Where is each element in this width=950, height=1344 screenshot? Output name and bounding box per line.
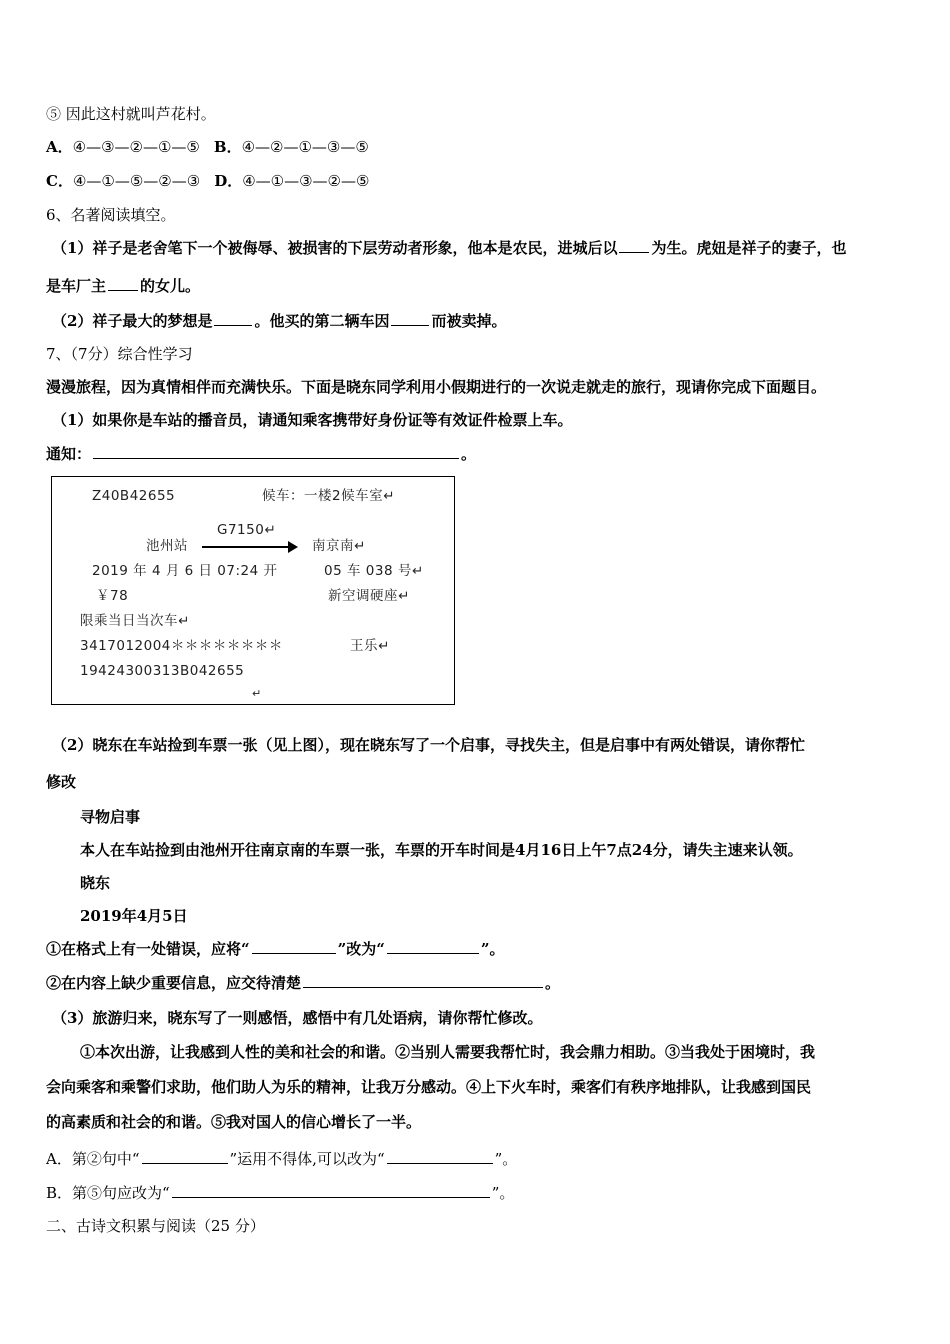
- fix2-text-b: 。: [545, 974, 561, 992]
- q7-sub1: （1）如果你是车站的播音员，请通知乘客携带好身份证等有效证件检票上车。: [52, 411, 573, 429]
- option-c-label: C．: [46, 172, 73, 190]
- blank-fix1-from[interactable]: [252, 939, 336, 954]
- ticket-from: 池州站: [146, 538, 188, 554]
- ticket-to-text: 南京南: [312, 538, 354, 554]
- ansB-text-a: B．第⑤句应改为“: [46, 1184, 170, 1202]
- q7-title: 7、（7分）综合性学习: [46, 345, 193, 363]
- fix1-text-b: ”改为“: [337, 940, 385, 958]
- essay-line2: 会向乘客和乘警们求助，他们助人为乐的精神，让我万分感动。④上下火车时，乘客们有秩序地排队，让我感到国民: [46, 1078, 812, 1096]
- blank-q6-3[interactable]: [214, 311, 252, 326]
- ticket-waiting-room: [262, 488, 395, 504]
- fix2-text-a: ②在内容上缺少重要信息，应交待清楚: [46, 974, 302, 992]
- option-a[interactable]: ④—③—②—①—⑤: [72, 138, 200, 156]
- ticket-mark: ↵: [354, 538, 366, 554]
- option-b-label: B．: [213, 138, 242, 156]
- blank-fix1-to[interactable]: [387, 939, 479, 954]
- lost-notice-sign: 晓东: [80, 874, 111, 892]
- q6-p2-text-c: 而被卖掉。: [431, 312, 507, 330]
- q6-p2-text-a: （2）祥子最大的梦想是: [52, 312, 213, 330]
- q6-p1-text-c: 是车厂主: [46, 277, 107, 295]
- ticket-waiting-room-text: 候车：一楼2候车室: [262, 488, 384, 504]
- ticket-serial: Z40B42655: [92, 488, 176, 504]
- q6-p2-text-b: 。他买的第二辆车因: [254, 312, 390, 330]
- blank-q6-2[interactable]: [108, 276, 138, 291]
- ticket-id-no: 3417012004＊＊＊＊＊＊＊＊: [80, 638, 283, 654]
- train-ticket: [51, 476, 455, 705]
- route-arrow-line: [202, 546, 290, 548]
- route-arrow-icon: [288, 541, 298, 553]
- answer-b-line: [46, 1183, 514, 1203]
- notice-label: 通知：: [46, 445, 92, 463]
- q5-options-ab: [46, 137, 369, 157]
- ansB-text-b: ”。: [491, 1184, 515, 1202]
- ticket-seat-type-text: 新空调硬座: [328, 588, 398, 604]
- ticket-mark: ↵: [398, 588, 410, 604]
- ticket-mark: ↵: [178, 613, 190, 629]
- ticket-train-no: [217, 522, 276, 538]
- answer-a-line: [46, 1149, 517, 1169]
- ticket-name-text: 王乐: [350, 638, 378, 654]
- q7-intro: 漫漫旅程，因为真情相伴而充满快乐。下面是晓东同学利用小假期进行的一次说走就走的旅行，现请你完成下面题目。: [46, 378, 827, 396]
- lost-notice-title: 寻物启事: [80, 808, 141, 826]
- ticket-train-no-text: G7150: [217, 522, 265, 538]
- q6-part1-line2: [46, 276, 200, 296]
- fix1-text-c: ”。: [480, 940, 505, 958]
- ticket-barcode-no: 19424300313B042655: [80, 663, 245, 679]
- fix1-text-a: ①在格式上有一处错误，应将“: [46, 940, 250, 958]
- fix-content-line: [46, 973, 560, 993]
- q6-p1-text-a: （1）祥子是老舍笔下一个被侮辱、被损害的下层劳动者形象，他本是农民，进城后以: [52, 239, 618, 257]
- essay-line3: 的高素质和社会的和谐。⑤我对国人的信心增长了一半。: [46, 1113, 422, 1131]
- ticket-seat-type: [328, 588, 410, 604]
- ansA-text-c: ”。: [494, 1150, 518, 1168]
- ansA-text-b: ”运用不得体,可以改为“: [229, 1150, 385, 1168]
- essay-line1: ①本次出游，让我感到人性的美和社会的和谐。②当别人需要我帮忙时，我会鼎力相助。③当我处于困境时，我: [80, 1043, 816, 1061]
- q6-part2: [52, 311, 506, 331]
- ticket-to: [312, 538, 366, 554]
- notice-blank[interactable]: [93, 444, 459, 459]
- ticket-seat: [324, 563, 424, 579]
- ansA-text-a: A．第②句中“: [46, 1150, 140, 1168]
- q6-p1-text-d: 的女儿。: [140, 277, 201, 295]
- q6-part1-line1: [52, 238, 846, 258]
- ticket-mark: ↵: [383, 488, 395, 504]
- ticket-validity: [80, 613, 190, 629]
- ticket-mark: ↵: [378, 638, 390, 654]
- option-d-label: D．: [214, 172, 243, 190]
- lost-notice-body: 本人在车站捡到由池州开往南京南的车票一张，车票的开车时间是4月16日上午7点24分，请失主速来认领。: [80, 841, 803, 859]
- q6-p1-text-b: 为生。虎妞是祥子的妻子，也: [651, 239, 847, 257]
- blank-fix2[interactable]: [303, 973, 543, 988]
- q7-sub2-line1: （2）晓东在车站捡到车票一张（见上图），现在晓东写了一个启事，寻找失主，但是启事中有两处错误，请你帮忙: [52, 736, 805, 754]
- option-d[interactable]: ④—①—③—②—⑤: [242, 172, 370, 190]
- ticket-seat-text: 05 车 038 号: [324, 563, 412, 579]
- lost-notice-date: 2019年4月5日: [80, 907, 188, 925]
- ticket-mark: ↵: [264, 522, 277, 538]
- ticket-depart: 2019 年 4 月 6 日 07:24 开: [92, 563, 278, 579]
- q6-title: 6、名著阅读填空。: [46, 206, 176, 224]
- fix-format-line: [46, 939, 505, 959]
- ticket-end-mark: ↵: [252, 687, 262, 700]
- option-c[interactable]: ④—①—⑤—②—③: [72, 172, 201, 190]
- section2-heading: 二、古诗文积累与阅读（25 分）: [46, 1217, 265, 1235]
- blank-ansB[interactable]: [172, 1183, 490, 1198]
- ticket-name: [350, 638, 390, 654]
- blank-ansA-from[interactable]: [142, 1149, 228, 1164]
- notice-end: 。: [461, 445, 477, 463]
- ticket-validity-text: 限乘当日当次车: [80, 613, 178, 629]
- blank-ansA-to[interactable]: [387, 1149, 493, 1164]
- q5-item5: ⑤ 因此这村就叫芦花村。: [46, 105, 216, 123]
- option-a-label: A．: [46, 138, 73, 156]
- q7-sub3: （3）旅游归来，晓东写了一则感悟，感悟中有几处语病，请你帮忙修改。: [52, 1009, 543, 1027]
- option-b[interactable]: ④—②—①—③—⑤: [241, 138, 369, 156]
- blank-q6-4[interactable]: [391, 311, 429, 326]
- ticket-price: ￥78: [96, 588, 129, 604]
- ticket-mark: ↵: [411, 563, 424, 579]
- notice-line: [46, 444, 476, 464]
- blank-q6-1[interactable]: [619, 238, 649, 253]
- q5-options-cd: [46, 171, 369, 191]
- q7-sub2-line2: 修改: [46, 773, 77, 791]
